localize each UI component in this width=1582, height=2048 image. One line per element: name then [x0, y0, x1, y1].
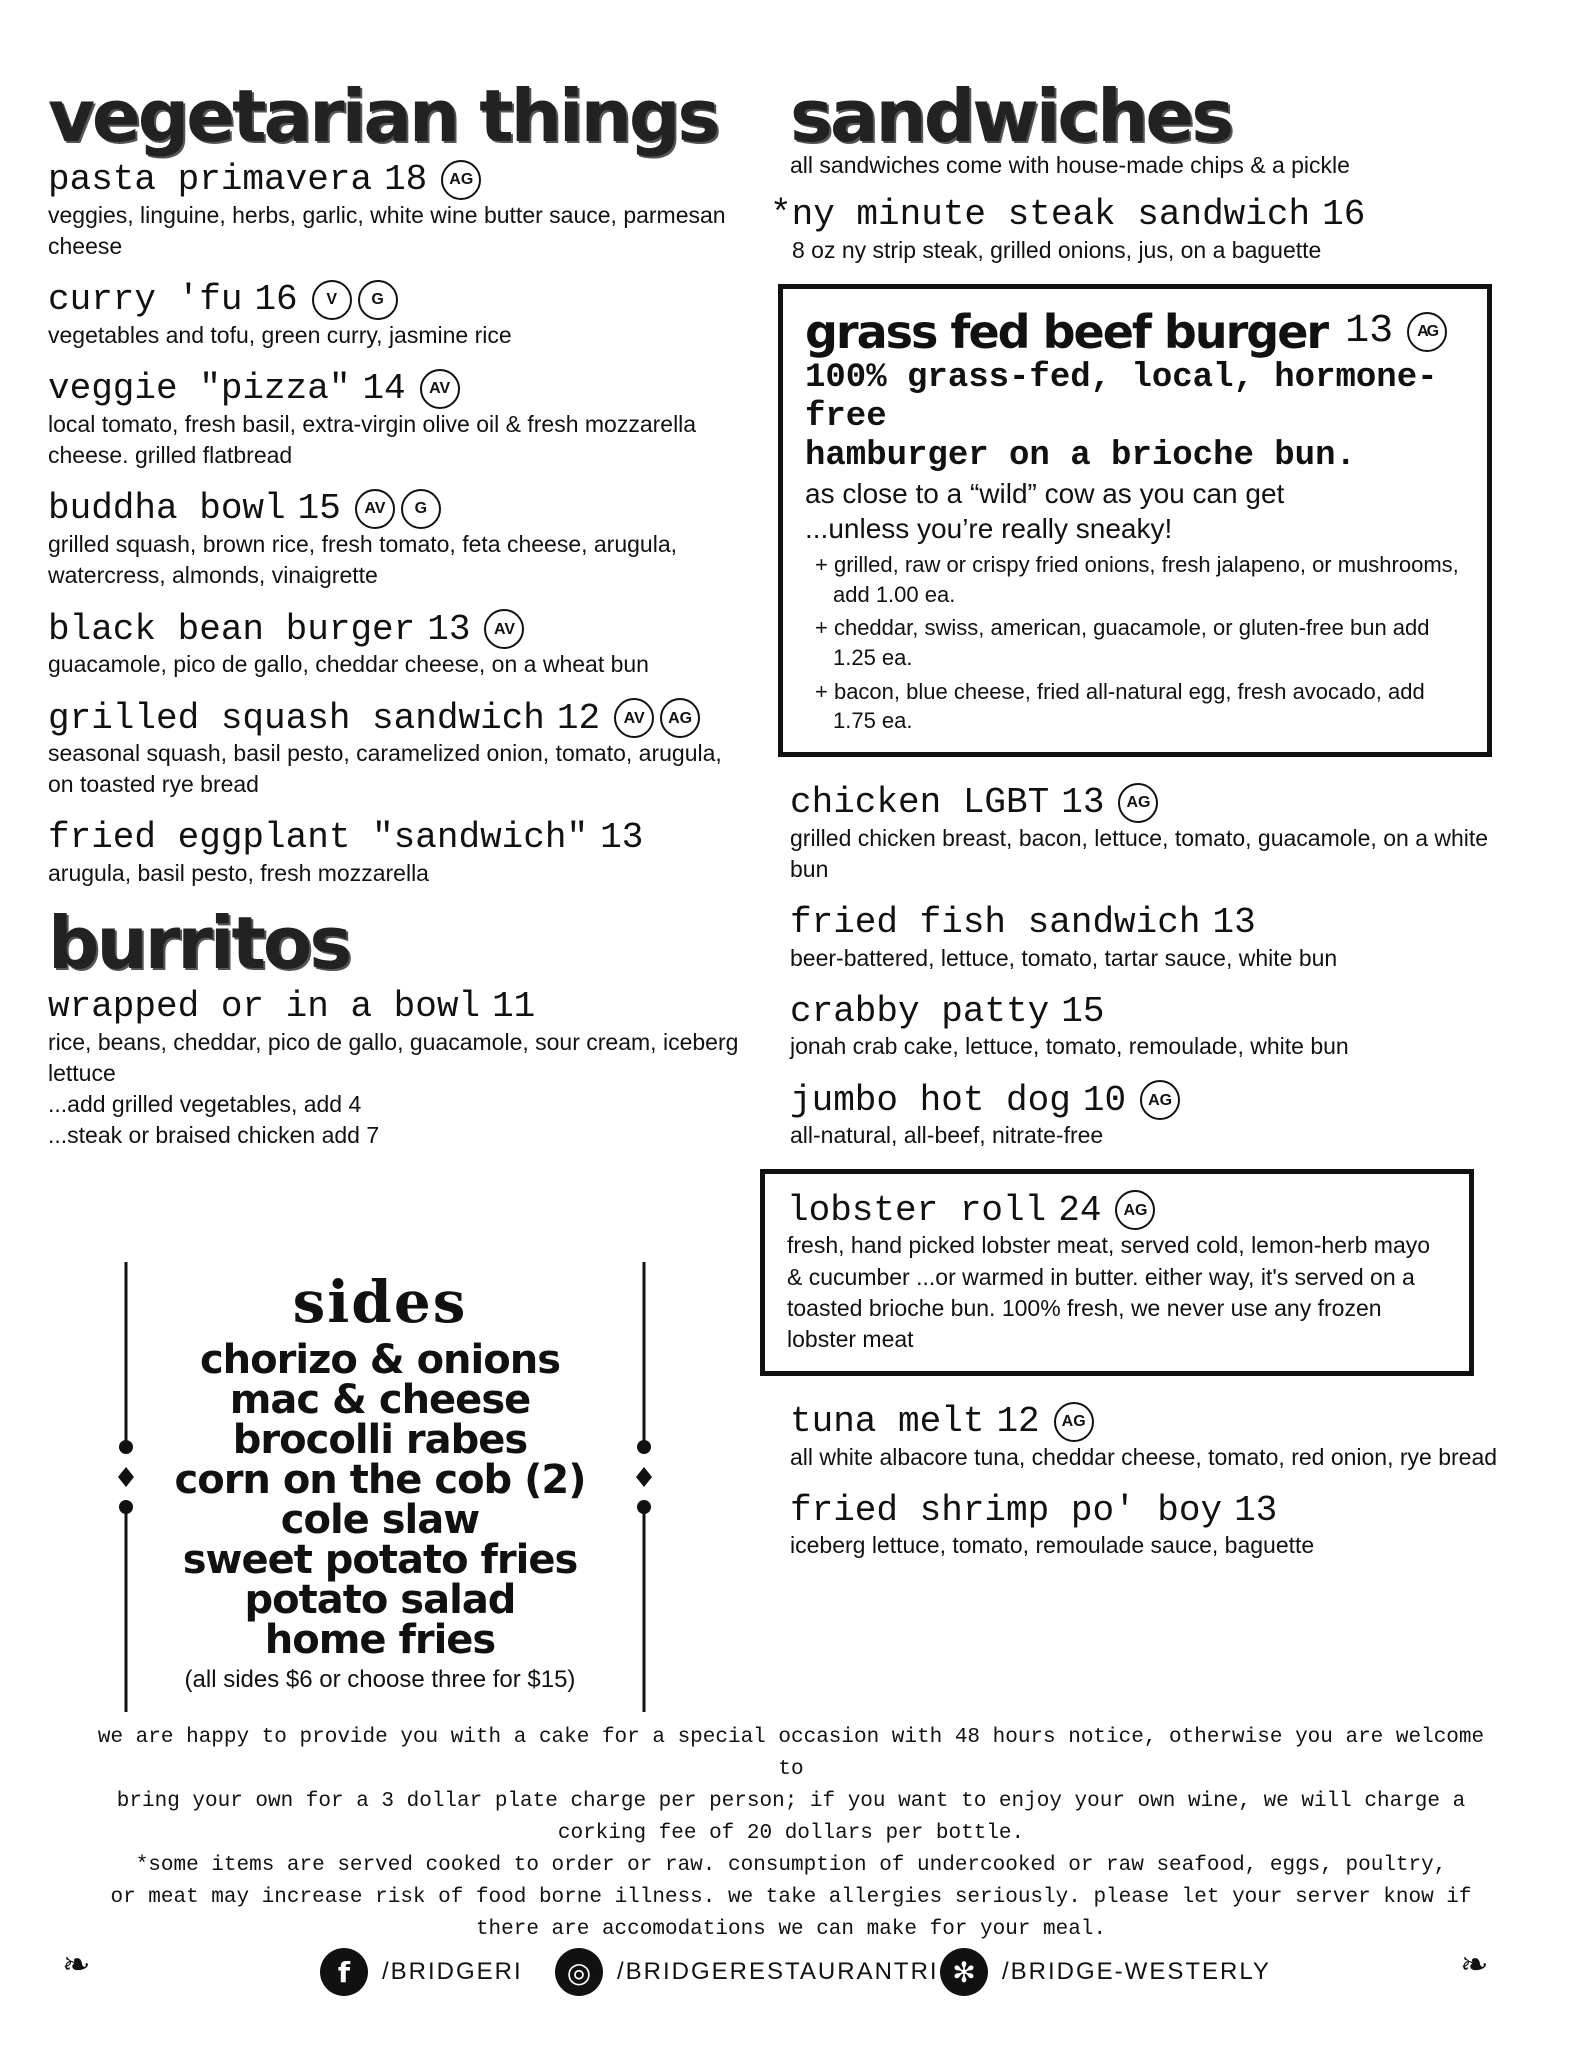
menu-item-name-row	[48, 160, 748, 200]
item-description: grilled squash, brown rice, fresh tomato, feta cheese, arugula, watercress, almonds, vinaigrette	[48, 531, 678, 589]
av-badge-icon: AV	[484, 609, 524, 649]
burger-title-row	[805, 305, 1465, 359]
instagram-link[interactable]	[555, 1948, 939, 1996]
social-links	[0, 1940, 1582, 2010]
item-price: 13	[1234, 1489, 1278, 1531]
item-description: 8 oz ny strip steak, grilled onions, jus, on a baguette	[792, 236, 1322, 263]
item-price: 15	[297, 488, 341, 530]
sandwiches-section-title: sandwiches	[790, 74, 1232, 158]
item-name: chicken LGBT	[790, 782, 1050, 824]
item-name: fried shrimp po' boy	[790, 1489, 1223, 1531]
item-price: 18	[384, 159, 428, 201]
footer-line: we are happy to provide you with a cake for a special occasion with 48 hours notice, otherwise you are welcome to	[97, 1726, 1485, 1781]
menu-item-name-row	[48, 609, 748, 649]
left-column	[48, 74, 748, 1169]
footer-notes	[80, 1722, 1502, 1946]
sides-section	[120, 1268, 640, 1708]
side-item: mac & cheese	[229, 1377, 531, 1423]
steak-sandwich-item	[770, 195, 1530, 266]
menu-item	[790, 1491, 1530, 1562]
sides-price-note: (all sides $6 or choose three for $15)	[184, 1666, 576, 1693]
item-description: local tomato, fresh basil, extra-virgin olive oil & fresh mozzarella cheese. grilled flatbread	[48, 411, 697, 469]
burrito-description: rice, beans, cheddar, pico de gallo, guacamole, sour cream, iceberg lettuce	[48, 1028, 739, 1086]
menu-item-name-row	[790, 1080, 1530, 1120]
burger-wild-line-2: ...unless you’re really sneaky!	[805, 512, 1173, 544]
item-price: 12	[996, 1400, 1040, 1442]
menu-item	[48, 698, 748, 800]
vegetarian-section-title: vegetarian things	[48, 74, 718, 158]
item-name: wrapped or in a bowl	[48, 986, 481, 1028]
item-name: crabby patty	[790, 990, 1050, 1032]
item-name: fried eggplant "sandwich"	[48, 817, 589, 859]
item-description: jonah crab cake, lettuce, tomato, remoulade, white bun	[790, 1033, 1349, 1060]
side-item: home fries	[264, 1617, 496, 1663]
burger-tagline-2: hamburger on a brioche bun.	[805, 436, 1356, 475]
item-price: 16	[254, 279, 298, 321]
steak-sandwich-name-row	[770, 195, 1530, 235]
item-description: grilled chicken breast, bacon, lettuce, tomato, guacamole, on a white bun	[790, 825, 1489, 883]
ag-badge-icon: AG	[1140, 1080, 1180, 1120]
side-item: sweet potato fries	[182, 1537, 578, 1583]
menu-item	[790, 1080, 1530, 1151]
yelp-link[interactable]	[940, 1948, 1271, 1996]
item-name: black bean burger	[48, 608, 416, 650]
burrito-addon-vegetables: ...add grilled vegetables, add 4	[48, 1090, 362, 1117]
v-badge-icon: V	[312, 280, 352, 320]
menu-item	[48, 160, 748, 262]
item-name: pasta primavera	[48, 159, 373, 201]
lobster-name-row	[787, 1190, 1447, 1230]
menu-item	[790, 992, 1530, 1063]
burger-price: 13	[1345, 309, 1394, 355]
item-name: fried fish sandwich	[790, 902, 1201, 944]
menu-item-name-row	[48, 280, 748, 320]
av-badge-icon: AV	[614, 698, 654, 738]
menu-item-name-row	[790, 1491, 1530, 1531]
sandwich-item-list-2	[790, 1402, 1530, 1562]
ag-badge-icon: AG	[1115, 1190, 1155, 1230]
menu-item-name-row	[48, 369, 748, 409]
burger-title: grass fed beef burger	[805, 304, 1328, 359]
lobster-feature-box	[760, 1169, 1474, 1375]
item-description: veggies, linguine, herbs, garlic, white wine butter sauce, parmesan cheese	[48, 202, 726, 260]
item-description: vegetables and tofu, green curry, jasmine rice	[48, 322, 512, 349]
item-price: 16	[1322, 194, 1366, 235]
g-badge-icon: G	[358, 280, 398, 320]
item-price: 13	[1212, 902, 1256, 944]
burger-wild-line-1: as close to a “wild” cow as you can get	[805, 477, 1285, 509]
item-price: 13	[600, 817, 644, 859]
side-item: brocolli rabes	[232, 1417, 528, 1463]
item-name: jumbo hot dog	[790, 1079, 1071, 1121]
side-item: corn on the cob (2)	[174, 1457, 586, 1503]
side-item: chorizo & onions	[199, 1337, 561, 1383]
item-name: buddha bowl	[48, 488, 286, 530]
item-price: 12	[556, 697, 601, 739]
menu-item-name-row	[790, 903, 1530, 943]
menu-item-name-row	[790, 992, 1530, 1032]
yelp-handle: /BRIDGE-WESTERLY	[1002, 1958, 1271, 1985]
menu-item	[790, 903, 1530, 974]
left-flourish-icon: ❧	[62, 1945, 91, 1985]
burger-addon-onions: + grilled, raw or crispy fried onions, fresh jalapeno, or mushrooms, add 1.00 ea.	[815, 551, 1459, 607]
sandwiches-subtitle: all sandwiches come with house-made chips & a pickle	[790, 152, 1350, 178]
menu-item	[48, 369, 748, 471]
sides-title: sides	[292, 1268, 468, 1336]
menu-item	[48, 280, 748, 351]
item-price: 24	[1058, 1189, 1102, 1231]
item-price: 13	[1061, 782, 1105, 824]
footer-line: *some items are served cooked to order or raw. consumption of undercooked or raw seafood, eggs, poultry,	[135, 1854, 1447, 1877]
item-name: curry 'fu	[48, 279, 243, 321]
item-description: arugula, basil pesto, fresh mozzarella	[48, 860, 429, 887]
footer-line: there are accomodations we can make for your meal.	[475, 1918, 1107, 1941]
burrito-item-name	[48, 987, 748, 1027]
burrito-item	[48, 987, 748, 1151]
ag-badge-icon: AG	[660, 698, 700, 738]
menu-item-name-row	[790, 1402, 1530, 1442]
menu-item-name-row	[48, 489, 748, 529]
burger-addon-bacon: + bacon, blue cheese, fried all-natural egg, fresh avocado, add 1.75 ea.	[815, 678, 1425, 734]
right-flourish-icon: ❧	[1460, 1945, 1489, 1985]
burger-feature-box	[778, 284, 1492, 757]
ag-badge-icon: AG	[1054, 1402, 1094, 1442]
ag-badge-icon: AG	[441, 160, 481, 200]
item-name: *ny minute steak sandwich	[770, 194, 1311, 235]
side-item: cole slaw	[280, 1497, 480, 1543]
ag-badge-icon: AG	[1407, 312, 1447, 352]
item-description: beer-battered, lettuce, tomato, tartar sauce, white bun	[790, 944, 1338, 971]
lobster-description: fresh, hand picked lobster meat, served cold, lemon-herb mayo & cucumber ...or warmed in butter. either way, it's served on a toasted brioche bun. 100% fresh, we never use any frozen lobster meat	[787, 1232, 1431, 1352]
item-price: 15	[1061, 990, 1105, 1032]
item-description: all white albacore tuna, cheddar cheese, tomato, red onion, rye bread	[790, 1443, 1498, 1470]
item-description: seasonal squash, basil pesto, caramelized onion, tomato, arugula, on toasted rye bread	[48, 740, 722, 798]
footer-line: bring your own for a 3 dollar plate charge per person; if you want to enjoy your own wine, we will charge a	[116, 1790, 1466, 1813]
item-price: 14	[362, 368, 406, 410]
burger-addon-cheese: + cheddar, swiss, american, guacamole, or gluten-free bun add 1.25 ea.	[815, 615, 1430, 670]
item-description: guacamole, pico de gallo, cheddar cheese, on a wheat bun	[48, 651, 649, 678]
av-badge-icon: AV	[355, 489, 395, 529]
footer-line: or meat may increase risk of food borne illness. we take allergies seriously. please let your server know if	[110, 1886, 1472, 1909]
instagram-handle: /BRIDGERESTAURANTRI	[617, 1958, 939, 1985]
instagram-icon: ◎	[555, 1948, 603, 1996]
sandwich-item-list	[790, 783, 1530, 1151]
item-name: lobster roll	[787, 1189, 1047, 1231]
menu-item-name-row	[48, 818, 748, 858]
facebook-link[interactable]	[320, 1948, 523, 1996]
menu-item-name-row	[48, 698, 748, 738]
sides-list	[120, 1337, 640, 1663]
item-description: all-natural, all-beef, nitrate-free	[790, 1122, 1104, 1149]
burritos-section-title: burritos	[48, 901, 350, 986]
item-price: 10	[1082, 1079, 1127, 1121]
menu-item-name-row	[790, 783, 1530, 823]
menu-item	[48, 609, 748, 680]
menu-item	[48, 818, 748, 889]
ag-badge-icon: AG	[1118, 783, 1158, 823]
vegetarian-item-list	[48, 160, 748, 889]
item-name: tuna melt	[790, 1400, 985, 1442]
item-description: iceberg lettuce, tomato, remoulade sauce, baguette	[790, 1532, 1315, 1559]
av-badge-icon: AV	[420, 369, 460, 409]
side-item: potato salad	[244, 1577, 516, 1623]
burrito-addon-protein: ...steak or braised chicken add 7	[48, 1121, 380, 1148]
item-price: 11	[492, 986, 536, 1028]
facebook-handle: /BRIDGERI	[382, 1958, 523, 1985]
yelp-icon: ✻	[940, 1948, 988, 1996]
right-column	[770, 74, 1530, 1579]
item-price: 13	[427, 608, 471, 650]
footer-line: corking fee of 20 dollars per bottle.	[557, 1822, 1025, 1845]
menu-item	[790, 783, 1530, 885]
g-badge-icon: G	[401, 489, 441, 529]
menu-item	[48, 489, 748, 591]
item-name: grilled squash sandwich	[48, 697, 545, 739]
menu-item	[790, 1402, 1530, 1473]
facebook-icon: f	[320, 1948, 368, 1996]
item-name: veggie "pizza"	[48, 368, 351, 410]
burger-tagline-1: 100% grass-fed, local, hormone-free	[805, 358, 1438, 436]
